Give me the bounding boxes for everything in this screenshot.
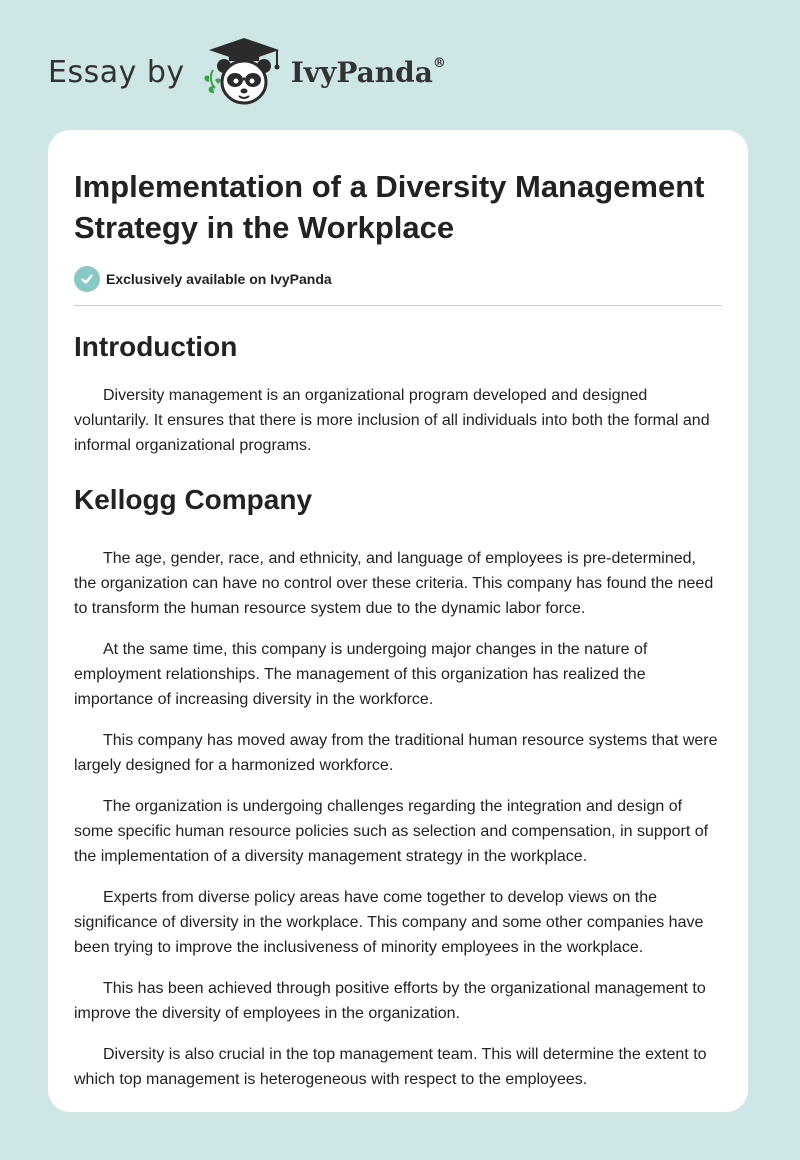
paragraph: The age, gender, race, and ethnicity, and language of employees is pre-determined, the organization can have no control over these criteria. This company has found the need to transform the human resource system due to the dynamic labor force. bbox=[74, 550, 714, 617]
divider bbox=[74, 305, 722, 306]
article-card bbox=[48, 130, 748, 1112]
badge-text: Exclusively available on IvyPanda bbox=[106, 271, 332, 287]
section-heading-kellogg-company: Kellogg Company bbox=[74, 484, 313, 515]
brand-name[interactable] bbox=[291, 56, 446, 89]
brand-text: IvyPanda bbox=[290, 55, 433, 89]
paragraph: Diversity is also crucial in the top management team. This will determine the extent to which top management is heterogeneous with respect to the employees. bbox=[74, 1046, 707, 1088]
check-circle-icon bbox=[74, 266, 100, 292]
panda-graduate-icon[interactable] bbox=[199, 36, 289, 108]
paragraph: At the same time, this company is undergoing major changes in the nature of employment relationships. The management of this organization has realized the importance of increasing diversity in the workforce. bbox=[74, 641, 648, 708]
page-title: Implementation of a Diversity Management Strategy in the Workplace bbox=[74, 169, 705, 245]
site-header bbox=[48, 36, 446, 108]
registered-mark: ® bbox=[432, 56, 446, 72]
paragraph: This has been achieved through positive efforts by the organizational management to improve the diversity of employees in the organization. bbox=[74, 980, 706, 1022]
exclusive-badge bbox=[74, 266, 722, 292]
paragraph: This company has moved away from the traditional human resource systems that were largely designed for a harmonized workforce. bbox=[74, 732, 718, 774]
paragraph: Experts from diverse policy areas have come together to develop views on the significance of diversity in the workplace. This company and some other companies have been trying to improve the inclusiveness of minority employees in the workplace. bbox=[74, 889, 704, 956]
paragraph: The organization is undergoing challenges regarding the integration and design of some specific human resource policies such as selection and compensation, in support of the implementation of a diversity management strategy in the workplace. bbox=[74, 798, 709, 865]
essay-by-label: Essay by bbox=[48, 54, 185, 90]
section-heading-introduction: Introduction bbox=[74, 331, 238, 362]
paragraph: Diversity management is an organizational program developed and designed voluntarily. It ensures that there is more inclusion of all individuals into both the formal and informal organizational programs. bbox=[74, 387, 710, 454]
